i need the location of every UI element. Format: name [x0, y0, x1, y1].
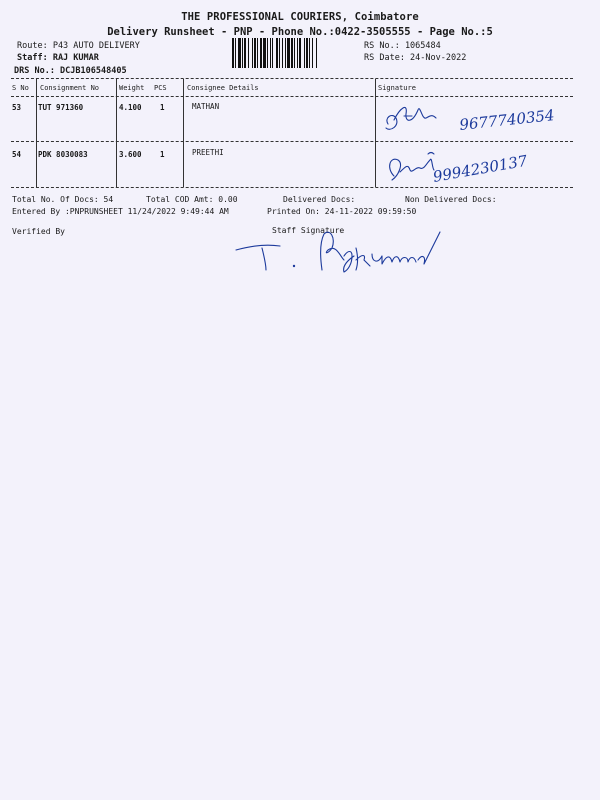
drs-number: DRS No.: DCJB106548405 — [14, 66, 127, 76]
column-header-consignee: Consignee Details — [187, 84, 259, 92]
company-name: THE PROFESSIONAL COURIERS, Coimbatore — [181, 11, 419, 23]
column-divider — [116, 79, 117, 187]
column-header-consignment: Consignment No — [40, 84, 100, 92]
column-header-pcs: PCS — [154, 84, 167, 92]
column-divider — [183, 79, 184, 187]
rs-number: RS No.: 1065484 — [364, 41, 441, 51]
route-label: Route: P43 AUTO DELIVERY — [17, 41, 140, 51]
row-pcs: 1 — [160, 150, 165, 159]
handwritten-phone: 9677740354 — [458, 106, 556, 134]
staff-label: Staff: RAJ KUMAR — [17, 53, 99, 63]
entered-by: Entered By :PNPRUNSHEET 11/24/2022 9:49:44 AM — [12, 207, 229, 216]
row-consignment-no: TUT 971360 — [38, 103, 84, 112]
column-header-signature: Signature — [378, 84, 416, 92]
row-consignment-no: PDK 8030083 — [38, 150, 88, 159]
barcode — [232, 38, 358, 68]
total-cod-amount: Total COD Amt: 0.00 — [146, 195, 238, 204]
column-divider — [375, 79, 376, 187]
verified-by-label: Verified By — [12, 227, 65, 236]
non-delivered-docs: Non Delivered Docs: — [405, 195, 497, 204]
staff-handwritten-signature — [232, 226, 472, 276]
row-weight: 3.600 — [119, 150, 142, 159]
column-header-weight: Weight — [119, 84, 145, 92]
staff-signature-label: Staff Signature — [272, 226, 345, 235]
row-consignee: MATHAN — [192, 102, 220, 111]
row-sno: 54 — [12, 150, 22, 159]
rs-date: RS Date: 24-Nov-2022 — [364, 53, 467, 63]
row-sno: 53 — [12, 103, 22, 112]
table-top-rule — [11, 78, 573, 79]
row-weight: 4.100 — [119, 103, 142, 112]
column-header-sno: S No — [12, 84, 29, 92]
total-docs: Total No. Of Docs: 54 — [12, 195, 114, 204]
row-pcs: 1 — [160, 103, 165, 112]
printed-on: Printed On: 24-11-2022 09:59:50 — [267, 207, 417, 216]
delivered-docs: Delivered Docs: — [283, 195, 356, 204]
handwritten-signature — [380, 142, 580, 188]
column-divider — [36, 79, 37, 187]
runsheet-title: Delivery Runsheet - PNP - Phone No.:0422-3505555 - Page No.:5 — [107, 26, 493, 38]
row-consignee: PREETHI — [192, 148, 224, 157]
handwritten-phone: 9994230137 — [431, 151, 529, 186]
handwritten-signature — [378, 96, 578, 142]
